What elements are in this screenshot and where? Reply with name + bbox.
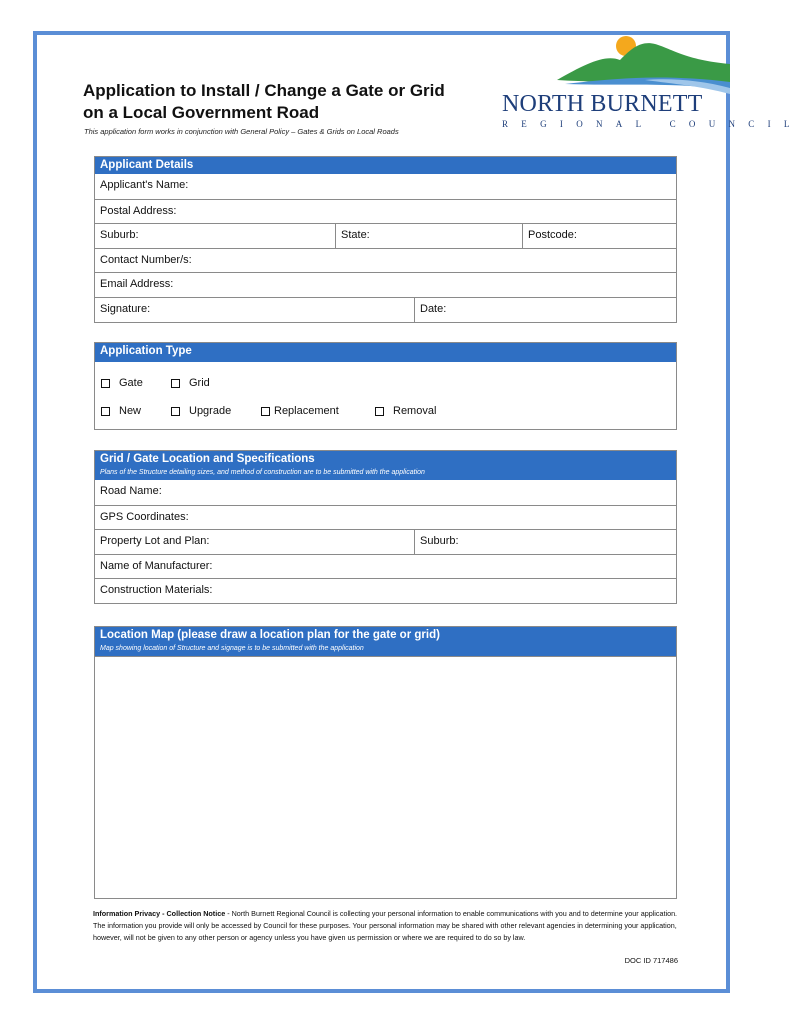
- gps-row[interactable]: [95, 505, 676, 530]
- materials-field[interactable]: Construction Materials:: [100, 584, 213, 597]
- application-type-section: [94, 342, 677, 430]
- location-map-section: [94, 626, 677, 899]
- section-header: [95, 157, 676, 174]
- section-header: [95, 627, 676, 656]
- manufacturer-row[interactable]: [95, 554, 676, 579]
- location-specs-section: [94, 450, 677, 604]
- new-label: New: [119, 405, 142, 417]
- postal-address-row[interactable]: [95, 199, 676, 224]
- signature-field[interactable]: Signature:: [100, 302, 151, 315]
- section-title: Location Map (please draw a location plan for the gate or grid): [100, 629, 440, 641]
- grid-label: Grid: [189, 377, 210, 389]
- title-line-2: on a Local Government Road: [83, 103, 320, 122]
- contact-number-row[interactable]: [95, 248, 676, 273]
- upgrade-label: Upgrade: [189, 405, 232, 417]
- applicant-details-section: [94, 156, 677, 323]
- page-title: [83, 80, 493, 124]
- document-id: DOC ID 717486: [624, 956, 678, 965]
- suburb-state-postcode-row: [95, 223, 676, 248]
- email-field[interactable]: Email Address:: [100, 278, 174, 291]
- signature-date-row: [95, 297, 676, 322]
- postcode-field[interactable]: Postcode:: [522, 224, 676, 248]
- checkbox-icon[interactable]: [171, 379, 180, 388]
- section-title: Applicant Details: [100, 159, 194, 171]
- property-lot-field[interactable]: Property Lot and Plan:: [100, 535, 210, 548]
- lot-suburb-row: [95, 529, 676, 554]
- privacy-notice-text: - North Burnett Regional Council is collecting your personal information to enable communications with you and to determine your application. The information you provide will only be accessed by Council for these purposes. Your personal information may be shared with other relevant agencies in determining your application, however, will not be given to any other person or agency unless you have given us permission or where we are required to do so by law.: [93, 909, 678, 942]
- gate-checkbox[interactable]: [101, 377, 171, 389]
- title-line-1: Application to Install / Change a Gate or Grid: [83, 81, 445, 100]
- logo-subtitle: REGIONAL COUNCIL: [502, 119, 803, 129]
- removal-checkbox[interactable]: [375, 405, 436, 417]
- road-name-row[interactable]: [95, 480, 676, 505]
- gps-coordinates-field[interactable]: GPS Coordinates:: [100, 510, 189, 523]
- gate-label: Gate: [119, 377, 143, 389]
- section-title: Grid / Gate Location and Specifications: [100, 453, 315, 465]
- checkbox-icon[interactable]: [375, 407, 384, 416]
- section-title: Application Type: [100, 345, 192, 357]
- logo-wordmark: NORTH BURNETT: [502, 91, 703, 117]
- grid-checkbox[interactable]: [171, 377, 210, 389]
- state-field[interactable]: State:: [335, 224, 522, 248]
- type-options-row-2: [95, 397, 676, 425]
- contact-number-field[interactable]: Contact Number/s:: [100, 253, 192, 266]
- applicant-name-row[interactable]: [95, 174, 676, 199]
- checkbox-icon[interactable]: [101, 379, 110, 388]
- suburb-field[interactable]: Suburb:: [100, 229, 139, 242]
- section-note: Map showing location of Structure and signage is to be submitted with the application: [100, 645, 364, 652]
- privacy-notice: [93, 908, 683, 943]
- email-row[interactable]: [95, 272, 676, 297]
- type-options-row-1: [95, 369, 676, 397]
- checkbox-icon[interactable]: [101, 407, 110, 416]
- applicant-name-field[interactable]: Applicant's Name:: [100, 179, 189, 191]
- upgrade-checkbox[interactable]: [171, 405, 261, 417]
- section-header: [95, 343, 676, 362]
- section-header: [95, 451, 676, 480]
- removal-label: Removal: [393, 405, 437, 417]
- date-field[interactable]: Date:: [414, 298, 676, 322]
- section-note: Plans of the Structure detailing sizes, and method of construction are to be submitted with the application: [100, 469, 425, 476]
- road-name-field[interactable]: Road Name:: [100, 485, 162, 497]
- manufacturer-field[interactable]: Name of Manufacturer:: [100, 559, 213, 572]
- postal-address-field[interactable]: Postal Address:: [100, 204, 177, 217]
- replacement-checkbox[interactable]: [261, 405, 375, 417]
- privacy-notice-heading: Information Privacy - Collection Notice: [93, 909, 226, 918]
- checkbox-icon[interactable]: [171, 407, 180, 416]
- page-subtitle: This application form works in conjunction with General Policy – Gates & Grids on Local Roads: [84, 127, 399, 136]
- new-checkbox[interactable]: [101, 405, 171, 417]
- replacement-label: Replacement: [274, 405, 339, 417]
- checkbox-icon[interactable]: [261, 407, 270, 416]
- location-suburb-field[interactable]: Suburb:: [414, 530, 676, 554]
- map-drawing-area[interactable]: [95, 656, 676, 898]
- materials-row[interactable]: [95, 578, 676, 603]
